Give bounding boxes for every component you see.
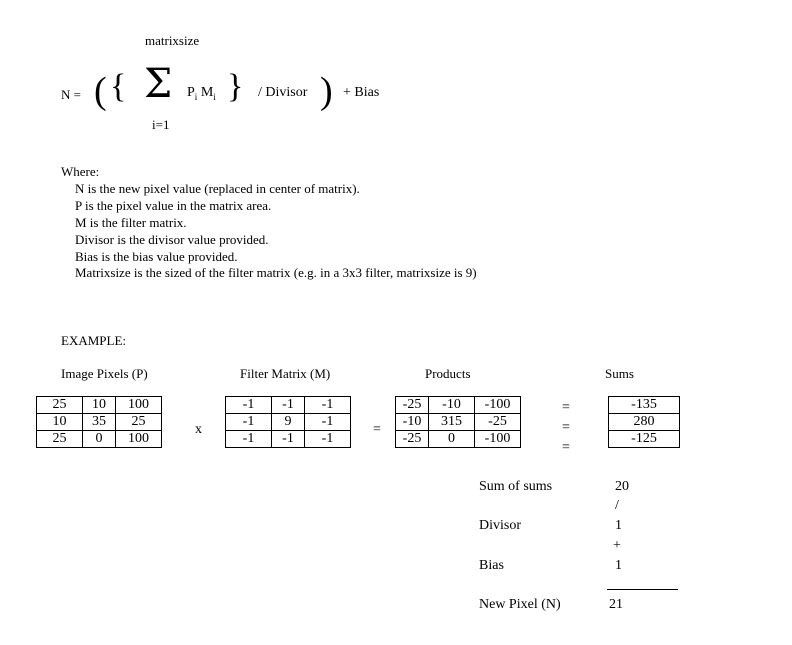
sum-of-sums-value: 20: [615, 479, 629, 494]
bias-label: Bias: [479, 558, 504, 573]
matrix-cell: -25: [396, 431, 429, 448]
matrix-cell: -1: [272, 431, 305, 448]
sum-upper-limit: matrixsize: [145, 33, 200, 48]
formula-open-brace: {: [110, 68, 127, 105]
formula-close-brace: }: [227, 68, 244, 105]
sum-lower-limit: i=1: [152, 117, 170, 132]
equals-operator-row2: =: [562, 420, 570, 435]
term-m-subscript: i: [213, 91, 216, 102]
example-heading: EXAMPLE:: [61, 333, 126, 348]
where-line-m: M is the filter matrix.: [75, 215, 187, 230]
sums-label: Sums: [605, 366, 634, 381]
matrix-row: [609, 397, 680, 414]
matrix-cell: -1: [226, 431, 272, 448]
matrix-cell: 315: [429, 414, 475, 431]
formula-close-paren: ): [320, 70, 333, 112]
term-p-subscript: i: [194, 91, 198, 102]
image-pixels-label: Image Pixels (P): [61, 366, 148, 381]
matrix-row: [396, 414, 521, 431]
matrix-cell: 10: [83, 397, 116, 414]
summation-symbol: Σ: [144, 61, 173, 107]
formula-lhs: N =: [61, 87, 81, 102]
equals-operator-row3: =: [562, 440, 570, 455]
formula-open-paren: (: [94, 70, 107, 112]
term-p: P: [187, 85, 195, 100]
matrix-cell: -100: [475, 431, 521, 448]
matrix-cell: -25: [396, 397, 429, 414]
term-m: M: [200, 85, 214, 100]
total-divider-line: [607, 589, 678, 590]
matrix-cell: 100: [116, 431, 162, 448]
formula-bias: + Bias: [343, 85, 380, 100]
where-line-p: P is the pixel value in the matrix area.: [75, 198, 272, 213]
equals-operator-row1: =: [562, 400, 570, 415]
matrix-cell: -1: [272, 397, 305, 414]
divisor-label: Divisor: [479, 518, 521, 533]
where-line-n: N is the new pixel value (replaced in center of matrix).: [75, 181, 360, 196]
equals-operator: =: [373, 422, 381, 437]
matrix-cell: 0: [83, 431, 116, 448]
matrix-cell: 25: [37, 397, 83, 414]
matrix-cell: 25: [116, 414, 162, 431]
image-pixels-matrix: [36, 396, 162, 448]
plus-operator: +: [613, 538, 621, 553]
multiply-operator: x: [195, 422, 202, 437]
matrix-row: [37, 397, 162, 414]
matrix-row: [609, 414, 680, 431]
matrix-cell: -10: [396, 414, 429, 431]
where-line-bias: Bias is the bias value provided.: [75, 249, 238, 264]
matrix-cell: 35: [83, 414, 116, 431]
matrix-cell: 9: [272, 414, 305, 431]
matrix-row: [37, 414, 162, 431]
filter-matrix: [225, 396, 351, 448]
matrix-row: [396, 397, 521, 414]
divisor-value: 1: [615, 518, 622, 533]
where-line-divisor: Divisor is the divisor value provided.: [75, 232, 269, 247]
sums-column: [608, 396, 680, 448]
products-label: Products: [425, 366, 471, 381]
matrix-cell: -100: [475, 397, 521, 414]
products-matrix: [395, 396, 521, 448]
matrix-row: [609, 431, 680, 448]
matrix-cell: 0: [429, 431, 475, 448]
bias-value: 1: [615, 558, 622, 573]
matrix-cell: -1: [226, 414, 272, 431]
matrix-cell: -10: [429, 397, 475, 414]
sum-cell: -135: [609, 397, 680, 414]
where-heading: Where:: [61, 164, 100, 179]
matrix-row: [226, 414, 351, 431]
matrix-row: [226, 397, 351, 414]
filter-matrix-label: Filter Matrix (M): [240, 366, 331, 381]
matrix-row: [396, 431, 521, 448]
matrix-row: [37, 431, 162, 448]
matrix-cell: 10: [37, 414, 83, 431]
matrix-cell: 25: [37, 431, 83, 448]
matrix-cell: -1: [305, 431, 351, 448]
sum-cell: 280: [609, 414, 680, 431]
matrix-cell: 100: [116, 397, 162, 414]
matrix-cell: -1: [305, 397, 351, 414]
formula-divisor: / Divisor: [258, 85, 308, 100]
matrix-cell: -25: [475, 414, 521, 431]
sum-of-sums-label: Sum of sums: [479, 479, 553, 494]
new-pixel-value: 21: [609, 597, 623, 612]
divide-operator: /: [615, 498, 619, 513]
formula-term: [187, 86, 216, 102]
where-line-matrixsize: Matrixsize is the sized of the filter matrix (e.g. in a 3x3 filter, matrixsize is 9): [75, 265, 477, 280]
matrix-cell: -1: [226, 397, 272, 414]
new-pixel-label: New Pixel (N): [479, 597, 561, 612]
matrix-cell: -1: [305, 414, 351, 431]
sum-cell: -125: [609, 431, 680, 448]
matrix-row: [226, 431, 351, 448]
